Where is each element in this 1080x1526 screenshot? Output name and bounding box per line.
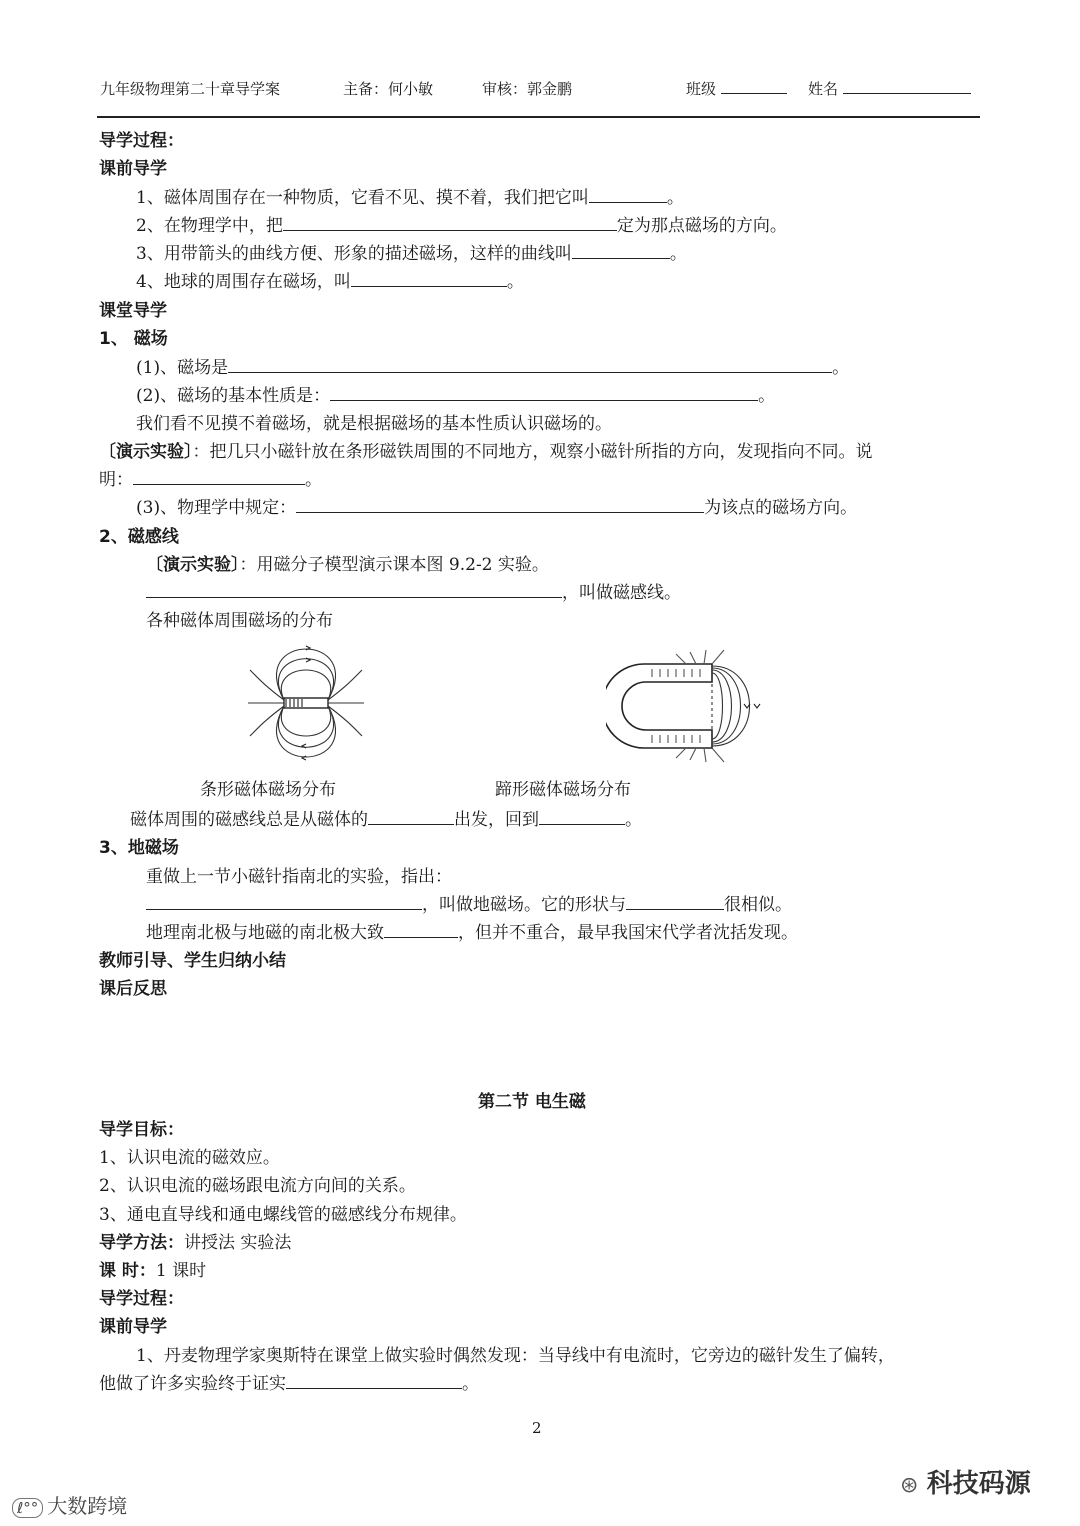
bar-magnet-field-figure: [246, 640, 366, 765]
pre-q2: 2、在物理学中，把 定为那点磁场的方向。: [136, 216, 787, 236]
earth-line1: 重做上一节小磁针指南北的实验，指出：: [146, 867, 452, 887]
wechat-icon: ⊛: [900, 1473, 919, 1498]
fig-intro: 各种磁体周围磁场的分布: [146, 611, 333, 631]
section-field-lines: 2、磁感线: [99, 527, 179, 547]
blank[interactable]: [133, 470, 305, 485]
demo1: 〔演示实验〕：把几只小磁针放在条形磁铁周围的不同地方，观察小磁针所指的方向，发现指向不同。说: [99, 442, 873, 462]
class-study-heading: 课堂导学: [99, 301, 167, 321]
blank[interactable]: [330, 386, 758, 401]
caption-bar-magnet: 条形磁体磁场分布: [200, 780, 336, 800]
header-rule: [97, 116, 980, 118]
blank[interactable]: [296, 498, 704, 513]
field-p3: (3)、物理学中规定： 为该点的磁场方向。: [136, 498, 858, 518]
blank[interactable]: [384, 923, 458, 938]
pre-q1: 1、磁体周围存在一种物质，它看不见、摸不着，我们把它叫 。: [136, 188, 684, 208]
field-line-def: ，叫做磁感线。: [146, 578, 681, 603]
horseshoe-magnet-field-figure: [606, 648, 764, 766]
goal-3: 3、通电直导线和通电螺线管的磁感线分布规律。: [99, 1205, 467, 1225]
demo2: 〔演示实验〕：用磁分子模型演示课本图 9.2-2 实验。: [146, 555, 549, 575]
s2-q1: 1、丹麦物理学家奥斯特在课堂上做实验时偶然发现：当导线中有电流时，它旁边的磁针发生了偏转，: [136, 1346, 895, 1366]
s2-q1-cont: 他做了许多实验终于证实 。: [99, 1374, 479, 1394]
blank[interactable]: [146, 583, 562, 598]
goal-2: 2、认识电流的磁场跟电流方向间的关系。: [99, 1176, 416, 1196]
blank[interactable]: [146, 895, 422, 910]
earth-line3: 地理南北极与地磁的南北极大致 ，但并不重合，最早我国宋代学者沈括发现。: [146, 923, 798, 943]
field-p1: (1)、磁场是 。: [136, 358, 850, 378]
field-note: 我们看不见摸不着磁场，就是根据磁场的基本性质认识磁场的。: [136, 414, 612, 434]
pre-q4: 4、地球的周围存在磁场，叫 。: [136, 272, 524, 292]
watermark-right: ⊛ 科技码源: [900, 1469, 1031, 1499]
goal-1: 1、认识电流的磁效应。: [99, 1148, 280, 1168]
class-blank[interactable]: [721, 79, 787, 94]
header-name: [808, 78, 971, 99]
reflect-heading: 课后反思: [99, 979, 167, 999]
hours-line: 课 时：1 课时: [99, 1261, 207, 1281]
method-line: 导学方法：讲授法 实验法: [99, 1233, 292, 1253]
blank[interactable]: [286, 1374, 462, 1389]
blank[interactable]: [351, 272, 507, 287]
blank[interactable]: [228, 358, 832, 373]
blank[interactable]: [283, 216, 617, 231]
header-author: 主备：何小敏: [343, 80, 434, 98]
field-p2: (2)、磁场的基本性质是： 。: [136, 386, 776, 406]
name-blank[interactable]: [843, 79, 971, 94]
field-line-direction: 磁体周围的磁感线总是从磁体的 出发，回到 。: [130, 810, 642, 830]
demo1-cont: 明： 。: [99, 470, 322, 490]
pre-study-heading: 课前导学: [99, 159, 167, 179]
section2-title: 第二节 电生磁: [478, 1092, 586, 1112]
blank[interactable]: [539, 810, 625, 825]
header-course: 九年级物理第二十章导学案: [100, 80, 281, 98]
section-magnetic-field: 1、 磁场: [99, 329, 168, 349]
blank[interactable]: [368, 810, 454, 825]
watermark-left: ℓ°° 大数跨境: [12, 1490, 127, 1519]
summary-heading: 教师引导、学生归纳小结: [99, 951, 286, 971]
blank[interactable]: [589, 188, 667, 203]
watermark-logo-icon: ℓ°°: [12, 1498, 43, 1518]
pre-study2-heading: 课前导学: [99, 1317, 167, 1337]
header-class: [686, 78, 787, 99]
process2-heading: 导学过程：: [99, 1289, 184, 1309]
process-heading: 导学过程：: [99, 131, 184, 151]
name-label: 姓名: [808, 80, 839, 98]
goals-heading: 导学目标：: [99, 1120, 184, 1140]
blank[interactable]: [572, 244, 670, 259]
page-number: 2: [532, 1419, 542, 1437]
pre-q3: 3、用带箭头的曲线方便、形象的描述磁场，这样的曲线叫 。: [136, 244, 687, 264]
earth-line2: ，叫做地磁场。它的形状与 很相似。: [146, 890, 792, 915]
class-label: 班级: [686, 80, 717, 98]
caption-horseshoe-magnet: 蹄形磁体磁场分布: [495, 780, 631, 800]
header-reviewer: 审核：郭金鹏: [482, 80, 573, 98]
blank[interactable]: [626, 895, 724, 910]
section-earth-field: 3、地磁场: [99, 838, 179, 858]
